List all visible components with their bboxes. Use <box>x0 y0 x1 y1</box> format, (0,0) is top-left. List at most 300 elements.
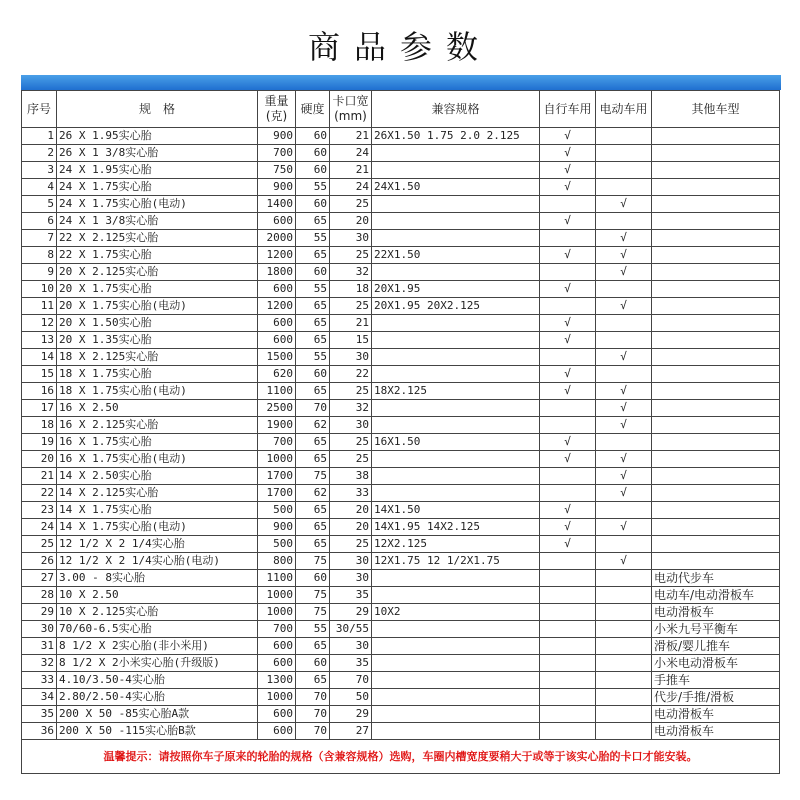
cell-other <box>652 230 780 247</box>
cell-bicycle: √ <box>540 502 596 519</box>
cell-no: 20 <box>22 451 57 468</box>
cell-other <box>652 298 780 315</box>
cell-spec: 2.80/2.50-4实心胎 <box>57 689 258 706</box>
cell-compatible <box>372 723 540 740</box>
cell-bicycle: √ <box>540 145 596 162</box>
cell-no: 4 <box>22 179 57 196</box>
cell-other: 电动车/电动滑板车 <box>652 587 780 604</box>
cell-weight: 700 <box>258 145 296 162</box>
cell-bicycle <box>540 230 596 247</box>
table-row <box>22 519 780 536</box>
cell-weight: 1100 <box>258 383 296 400</box>
cell-no: 31 <box>22 638 57 655</box>
cell-spec: 8 1/2 X 2实心胎(非小米用) <box>57 638 258 655</box>
cell-bicycle: √ <box>540 281 596 298</box>
cell-no: 1 <box>22 128 57 145</box>
cell-no: 27 <box>22 570 57 587</box>
cell-weight: 2000 <box>258 230 296 247</box>
cell-other <box>652 162 780 179</box>
cell-rim-width: 25 <box>330 383 372 400</box>
cell-bicycle: √ <box>540 383 596 400</box>
cell-rim-width: 22 <box>330 366 372 383</box>
cell-weight: 600 <box>258 315 296 332</box>
cell-no: 32 <box>22 655 57 672</box>
cell-hardness: 70 <box>296 400 330 417</box>
table-row <box>22 349 780 366</box>
cell-ebike <box>596 604 652 621</box>
cell-spec: 16 X 2.50 <box>57 400 258 417</box>
cell-compatible: 14X1.95 14X2.125 <box>372 519 540 536</box>
header-col-bicycle: 自行车用 <box>540 91 596 128</box>
cell-weight: 1000 <box>258 604 296 621</box>
cell-hardness: 70 <box>296 723 330 740</box>
cell-hardness: 75 <box>296 587 330 604</box>
cell-spec: 16 X 2.125实心胎 <box>57 417 258 434</box>
cell-hardness: 62 <box>296 485 330 502</box>
cell-hardness: 55 <box>296 621 330 638</box>
cell-hardness: 75 <box>296 468 330 485</box>
cell-compatible <box>372 366 540 383</box>
cell-compatible <box>372 145 540 162</box>
cell-compatible <box>372 468 540 485</box>
header-col-ebike: 电动车用 <box>596 91 652 128</box>
header-col-rim-width: 卡口宽 (mm) <box>330 91 372 128</box>
cell-hardness: 60 <box>296 264 330 281</box>
cell-compatible: 26X1.50 1.75 2.0 2.125 <box>372 128 540 145</box>
cell-compatible: 24X1.50 <box>372 179 540 196</box>
cell-ebike <box>596 315 652 332</box>
cell-ebike <box>596 145 652 162</box>
cell-weight: 1000 <box>258 689 296 706</box>
cell-hardness: 60 <box>296 128 330 145</box>
cell-no: 28 <box>22 587 57 604</box>
cell-other <box>652 434 780 451</box>
cell-hardness: 65 <box>296 502 330 519</box>
cell-compatible <box>372 400 540 417</box>
cell-other <box>652 519 780 536</box>
cell-hardness: 65 <box>296 434 330 451</box>
cell-bicycle <box>540 400 596 417</box>
cell-other <box>652 502 780 519</box>
cell-ebike <box>596 672 652 689</box>
cell-rim-width: 35 <box>330 655 372 672</box>
table-row <box>22 451 780 468</box>
cell-weight: 620 <box>258 366 296 383</box>
cell-bicycle <box>540 587 596 604</box>
cell-spec: 14 X 1.75实心胎 <box>57 502 258 519</box>
cell-other <box>652 366 780 383</box>
cell-weight: 1100 <box>258 570 296 587</box>
cell-ebike <box>596 162 652 179</box>
cell-weight: 1500 <box>258 349 296 366</box>
cell-hardness: 75 <box>296 604 330 621</box>
cell-ebike: √ <box>596 519 652 536</box>
cell-ebike <box>596 706 652 723</box>
cell-compatible: 22X1.50 <box>372 247 540 264</box>
cell-other <box>652 179 780 196</box>
cell-weight: 700 <box>258 434 296 451</box>
table-row <box>22 536 780 553</box>
cell-compatible <box>372 196 540 213</box>
cell-spec: 4.10/3.50-4实心胎 <box>57 672 258 689</box>
cell-other <box>652 417 780 434</box>
cell-bicycle: √ <box>540 451 596 468</box>
cell-rim-width: 30 <box>330 230 372 247</box>
table-row <box>22 230 780 247</box>
cell-rim-width: 24 <box>330 179 372 196</box>
cell-compatible <box>372 638 540 655</box>
table-row <box>22 298 780 315</box>
cell-rim-width: 32 <box>330 400 372 417</box>
cell-spec: 18 X 2.125实心胎 <box>57 349 258 366</box>
table-row <box>22 145 780 162</box>
cell-bicycle: √ <box>540 536 596 553</box>
cell-rim-width: 20 <box>330 502 372 519</box>
header-col-weight: 重量 (克) <box>258 91 296 128</box>
cell-spec: 16 X 1.75实心胎(电动) <box>57 451 258 468</box>
cell-hardness: 65 <box>296 519 330 536</box>
cell-weight: 1000 <box>258 451 296 468</box>
cell-no: 26 <box>22 553 57 570</box>
cell-ebike: √ <box>596 196 652 213</box>
cell-no: 12 <box>22 315 57 332</box>
cell-rim-width: 30 <box>330 638 372 655</box>
table-row <box>22 162 780 179</box>
cell-weight: 800 <box>258 553 296 570</box>
cell-no: 30 <box>22 621 57 638</box>
cell-hardness: 70 <box>296 689 330 706</box>
table-row <box>22 366 780 383</box>
cell-rim-width: 21 <box>330 315 372 332</box>
cell-hardness: 60 <box>296 196 330 213</box>
cell-weight: 700 <box>258 621 296 638</box>
cell-rim-width: 35 <box>330 587 372 604</box>
cell-spec: 10 X 2.125实心胎 <box>57 604 258 621</box>
table-row <box>22 434 780 451</box>
cell-compatible: 12X2.125 <box>372 536 540 553</box>
cell-spec: 200 X 50 -115实心胎B款 <box>57 723 258 740</box>
cell-other <box>652 468 780 485</box>
cell-rim-width: 30 <box>330 553 372 570</box>
cell-hardness: 55 <box>296 349 330 366</box>
cell-compatible <box>372 349 540 366</box>
cell-bicycle <box>540 672 596 689</box>
cell-bicycle <box>540 196 596 213</box>
cell-hardness: 65 <box>296 672 330 689</box>
cell-ebike <box>596 655 652 672</box>
cell-ebike: √ <box>596 485 652 502</box>
cell-hardness: 62 <box>296 417 330 434</box>
cell-other <box>652 196 780 213</box>
cell-bicycle <box>540 706 596 723</box>
cell-ebike <box>596 366 652 383</box>
cell-spec: 24 X 1.75实心胎 <box>57 179 258 196</box>
cell-no: 29 <box>22 604 57 621</box>
cell-weight: 750 <box>258 162 296 179</box>
cell-other <box>652 332 780 349</box>
cell-compatible <box>372 706 540 723</box>
header-col-no: 序号 <box>22 91 57 128</box>
cell-hardness: 65 <box>296 247 330 264</box>
cell-weight: 1400 <box>258 196 296 213</box>
cell-weight: 500 <box>258 536 296 553</box>
cell-spec: 26 X 1 3/8实心胎 <box>57 145 258 162</box>
cell-weight: 1000 <box>258 587 296 604</box>
cell-hardness: 65 <box>296 536 330 553</box>
table-row <box>22 689 780 706</box>
cell-spec: 24 X 1.95实心胎 <box>57 162 258 179</box>
cell-ebike <box>596 179 652 196</box>
header-col-spec: 规 格 <box>57 91 258 128</box>
cell-no: 3 <box>22 162 57 179</box>
cell-no: 10 <box>22 281 57 298</box>
cell-other: 电动滑板车 <box>652 706 780 723</box>
cell-spec: 18 X 1.75实心胎 <box>57 366 258 383</box>
cell-other: 代步/手推/滑板 <box>652 689 780 706</box>
cell-rim-width: 30 <box>330 349 372 366</box>
cell-weight: 600 <box>258 655 296 672</box>
cell-rim-width: 20 <box>330 213 372 230</box>
cell-rim-width: 25 <box>330 247 372 264</box>
cell-bicycle: √ <box>540 179 596 196</box>
cell-rim-width: 29 <box>330 706 372 723</box>
cell-other <box>652 485 780 502</box>
cell-spec: 200 X 50 -85实心胎A款 <box>57 706 258 723</box>
cell-spec: 24 X 1 3/8实心胎 <box>57 213 258 230</box>
cell-compatible <box>372 162 540 179</box>
cell-spec: 16 X 1.75实心胎 <box>57 434 258 451</box>
cell-other: 小米电动滑板车 <box>652 655 780 672</box>
cell-no: 9 <box>22 264 57 281</box>
cell-rim-width: 50 <box>330 689 372 706</box>
cell-bicycle <box>540 417 596 434</box>
cell-compatible <box>372 689 540 706</box>
cell-bicycle: √ <box>540 213 596 230</box>
cell-ebike: √ <box>596 264 652 281</box>
table-row <box>22 128 780 145</box>
table-row <box>22 587 780 604</box>
cell-bicycle <box>540 604 596 621</box>
cell-bicycle: √ <box>540 315 596 332</box>
cell-bicycle: √ <box>540 247 596 264</box>
cell-no: 36 <box>22 723 57 740</box>
table-row <box>22 706 780 723</box>
cell-ebike <box>596 570 652 587</box>
cell-weight: 600 <box>258 723 296 740</box>
cell-ebike <box>596 281 652 298</box>
table-header-row <box>22 91 780 128</box>
table-row <box>22 400 780 417</box>
cell-rim-width: 25 <box>330 298 372 315</box>
cell-bicycle <box>540 655 596 672</box>
cell-ebike: √ <box>596 468 652 485</box>
cell-no: 17 <box>22 400 57 417</box>
cell-rim-width: 25 <box>330 434 372 451</box>
cell-spec: 20 X 1.50实心胎 <box>57 315 258 332</box>
table-row <box>22 196 780 213</box>
cell-hardness: 60 <box>296 655 330 672</box>
cell-hardness: 55 <box>296 179 330 196</box>
cell-no: 6 <box>22 213 57 230</box>
cell-rim-width: 25 <box>330 536 372 553</box>
cell-spec: 10 X 2.50 <box>57 587 258 604</box>
cell-weight: 600 <box>258 281 296 298</box>
cell-weight: 1700 <box>258 468 296 485</box>
cell-bicycle <box>540 689 596 706</box>
cell-bicycle <box>540 349 596 366</box>
table-row <box>22 383 780 400</box>
cell-ebike <box>596 638 652 655</box>
header-col-compatible: 兼容规格 <box>372 91 540 128</box>
cell-other <box>652 264 780 281</box>
cell-compatible: 12X1.75 12 1/2X1.75 <box>372 553 540 570</box>
cell-other <box>652 247 780 264</box>
cell-hardness: 55 <box>296 230 330 247</box>
cell-ebike <box>596 723 652 740</box>
cell-weight: 1300 <box>258 672 296 689</box>
table-row <box>22 281 780 298</box>
footer-notice: 温馨提示：请按照你车子原来的轮胎的规格（含兼容规格）选购，车圈内槽宽度要稍大于或等于该实心胎的卡口才能安装。 <box>22 740 780 774</box>
cell-bicycle <box>540 723 596 740</box>
cell-other <box>652 145 780 162</box>
table-row <box>22 247 780 264</box>
cell-other <box>652 349 780 366</box>
cell-compatible: 10X2 <box>372 604 540 621</box>
header-col-other: 其他车型 <box>652 91 780 128</box>
cell-ebike: √ <box>596 400 652 417</box>
cell-hardness: 65 <box>296 638 330 655</box>
table-row <box>22 485 780 502</box>
cell-weight: 1200 <box>258 298 296 315</box>
cell-other: 电动滑板车 <box>652 723 780 740</box>
cell-no: 2 <box>22 145 57 162</box>
cell-spec: 20 X 1.75实心胎 <box>57 281 258 298</box>
cell-no: 21 <box>22 468 57 485</box>
cell-ebike: √ <box>596 553 652 570</box>
cell-compatible: 18X2.125 <box>372 383 540 400</box>
cell-spec: 14 X 2.50实心胎 <box>57 468 258 485</box>
cell-compatible: 20X1.95 20X2.125 <box>372 298 540 315</box>
cell-weight: 600 <box>258 213 296 230</box>
table-row <box>22 723 780 740</box>
cell-ebike: √ <box>596 383 652 400</box>
cell-bicycle <box>540 298 596 315</box>
cell-other <box>652 536 780 553</box>
cell-weight: 900 <box>258 128 296 145</box>
cell-bicycle <box>540 468 596 485</box>
cell-compatible <box>372 417 540 434</box>
cell-ebike <box>596 213 652 230</box>
cell-other <box>652 281 780 298</box>
cell-weight: 600 <box>258 638 296 655</box>
table-row <box>22 264 780 281</box>
table-row <box>22 332 780 349</box>
cell-rim-width: 15 <box>330 332 372 349</box>
cell-weight: 2500 <box>258 400 296 417</box>
cell-compatible <box>372 451 540 468</box>
cell-ebike: √ <box>596 417 652 434</box>
cell-compatible <box>372 315 540 332</box>
cell-ebike: √ <box>596 298 652 315</box>
cell-bicycle <box>540 553 596 570</box>
cell-no: 16 <box>22 383 57 400</box>
cell-rim-width: 38 <box>330 468 372 485</box>
cell-rim-width: 30 <box>330 417 372 434</box>
cell-rim-width: 25 <box>330 451 372 468</box>
cell-bicycle: √ <box>540 128 596 145</box>
cell-ebike <box>596 128 652 145</box>
cell-other: 小米九号平衡车 <box>652 621 780 638</box>
cell-compatible <box>372 264 540 281</box>
cell-hardness: 65 <box>296 213 330 230</box>
cell-no: 22 <box>22 485 57 502</box>
cell-bicycle: √ <box>540 162 596 179</box>
cell-spec: 20 X 1.35实心胎 <box>57 332 258 349</box>
cell-no: 35 <box>22 706 57 723</box>
cell-ebike <box>596 587 652 604</box>
cell-no: 23 <box>22 502 57 519</box>
cell-hardness: 65 <box>296 315 330 332</box>
cell-compatible: 16X1.50 <box>372 434 540 451</box>
table-row <box>22 604 780 621</box>
cell-bicycle <box>540 638 596 655</box>
cell-weight: 900 <box>258 519 296 536</box>
cell-no: 8 <box>22 247 57 264</box>
cell-compatible <box>372 332 540 349</box>
cell-compatible: 14X1.50 <box>372 502 540 519</box>
cell-bicycle: √ <box>540 434 596 451</box>
cell-no: 14 <box>22 349 57 366</box>
cell-no: 15 <box>22 366 57 383</box>
cell-rim-width: 27 <box>330 723 372 740</box>
cell-hardness: 60 <box>296 570 330 587</box>
cell-bicycle <box>540 264 596 281</box>
cell-hardness: 65 <box>296 332 330 349</box>
cell-ebike <box>596 689 652 706</box>
cell-spec: 14 X 1.75实心胎(电动) <box>57 519 258 536</box>
cell-other <box>652 451 780 468</box>
cell-rim-width: 21 <box>330 162 372 179</box>
cell-bicycle: √ <box>540 519 596 536</box>
header-bar <box>21 75 781 90</box>
cell-no: 18 <box>22 417 57 434</box>
cell-other <box>652 383 780 400</box>
cell-compatible <box>372 587 540 604</box>
cell-spec: 20 X 2.125实心胎 <box>57 264 258 281</box>
cell-compatible: 20X1.95 <box>372 281 540 298</box>
cell-ebike <box>596 536 652 553</box>
cell-other: 滑板/婴儿推车 <box>652 638 780 655</box>
cell-compatible <box>372 655 540 672</box>
cell-compatible <box>372 570 540 587</box>
cell-ebike: √ <box>596 451 652 468</box>
cell-spec: 8 1/2 X 2小米实心胎(升级版) <box>57 655 258 672</box>
table-row <box>22 502 780 519</box>
cell-no: 7 <box>22 230 57 247</box>
cell-ebike <box>596 502 652 519</box>
page-title: 商品参数 <box>307 28 492 66</box>
cell-no: 34 <box>22 689 57 706</box>
cell-hardness: 65 <box>296 298 330 315</box>
cell-ebike <box>596 434 652 451</box>
cell-ebike: √ <box>596 349 652 366</box>
cell-bicycle <box>540 570 596 587</box>
cell-spec: 14 X 2.125实心胎 <box>57 485 258 502</box>
cell-hardness: 70 <box>296 706 330 723</box>
table-row <box>22 417 780 434</box>
cell-ebike <box>596 332 652 349</box>
tire-spec-table <box>21 90 780 774</box>
